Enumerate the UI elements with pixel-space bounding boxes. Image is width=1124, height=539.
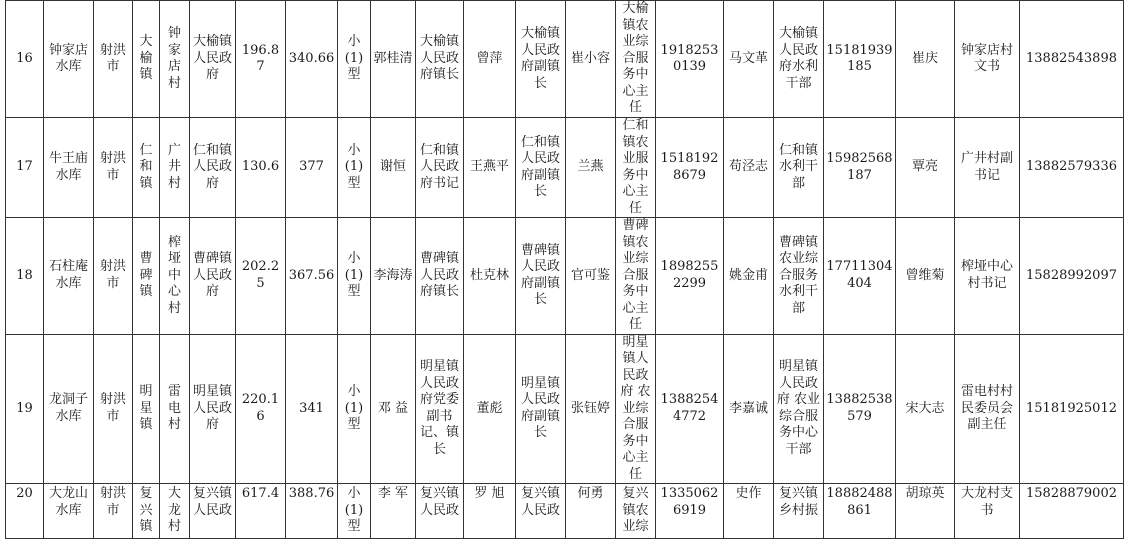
- table-row: [6, 334, 1124, 484]
- cell-numeric-value-b: 367.56: [286, 218, 338, 335]
- cell-reservoir-name: 石柱庵水库: [44, 218, 94, 335]
- cell-inspector-title: 大榆镇人民政府水利干部: [774, 1, 824, 118]
- cell-county: 射洪市: [94, 118, 133, 218]
- cell-admin-unit: 仁和镇人民政府: [190, 118, 236, 218]
- reservoir-responsibility-table: [5, 0, 1124, 539]
- cell-supervisor-title: 复兴镇农业综: [616, 484, 656, 539]
- cell-reservoir-name: 大龙山水库: [44, 484, 94, 539]
- cell-numeric-value-a: 220.16: [236, 334, 286, 484]
- cell-supervisor-phone: 19182530139: [656, 1, 724, 118]
- cell-inspector-phone: 13882538579: [824, 334, 896, 484]
- cell-patrol-title: 钟家店村文书: [955, 1, 1020, 118]
- table-row: [6, 118, 1124, 218]
- cell-reservoir-scale: 小(1)型: [338, 334, 371, 484]
- cell-numeric-value-b: 388.76: [286, 484, 338, 539]
- table-row: [6, 218, 1124, 335]
- cell-village: 大龙村: [160, 484, 190, 539]
- cell-numeric-value-b: 340.66: [286, 1, 338, 118]
- cell-county: 射洪市: [94, 1, 133, 118]
- cell-numeric-value-b: 377: [286, 118, 338, 218]
- cell-inspector-title: 曹碑镇农业综合服务水利干部: [774, 218, 824, 335]
- cell-inspector-name: 马文革: [724, 1, 774, 118]
- cell-supervisor-phone: 18982552299: [656, 218, 724, 335]
- cell-tech-responsible-title: 大榆镇人民政府副镇长: [516, 1, 566, 118]
- cell-numeric-value-a: 130.6: [236, 118, 286, 218]
- cell-inspector-name: 姚金甫: [724, 218, 774, 335]
- cell-supervisor-phone: 13350626919: [656, 484, 724, 539]
- cell-patrol-phone: 15828879002: [1020, 484, 1124, 539]
- cell-town: 曹碑镇: [133, 218, 160, 335]
- cell-supervisor-title: 明星镇人民政府 农业综合服务中心主任: [616, 334, 656, 484]
- cell-tech-responsible-title: 明星镇人民政府副镇长: [516, 334, 566, 484]
- cell-tech-responsible-name: 王燕平: [464, 118, 516, 218]
- cell-tech-responsible-name: 董彪: [464, 334, 516, 484]
- cell-tech-responsible-title: 曹碑镇人民政府副镇长: [516, 218, 566, 335]
- cell-patrol-name: 胡琼英: [896, 484, 955, 539]
- cell-tech-responsible-name: 罗 旭: [464, 484, 516, 539]
- cell-row-number: 20: [6, 484, 44, 539]
- cell-numeric-value-b: 341: [286, 334, 338, 484]
- cell-patrol-title: 大龙村支书: [955, 484, 1020, 539]
- cell-patrol-phone: 13882543898: [1020, 1, 1124, 118]
- cell-supervisor-name: 张钰婷: [566, 334, 616, 484]
- cell-row-number: 16: [6, 1, 44, 118]
- cell-row-number: 19: [6, 334, 44, 484]
- cell-numeric-value-a: 617.4: [236, 484, 286, 539]
- cell-inspector-phone: 17711304404: [824, 218, 896, 335]
- cell-reservoir-scale: 小(1)型: [338, 1, 371, 118]
- cell-admin-unit: 曹碑镇人民政府: [190, 218, 236, 335]
- cell-admin-unit: 大榆镇人民政府: [190, 1, 236, 118]
- cell-supervisor-name: 崔小容: [566, 1, 616, 118]
- cell-admin-responsible-title: 仁和镇人民政府书记: [416, 118, 464, 218]
- cell-village: 榨垭中心村: [160, 218, 190, 335]
- cell-supervisor-title: 大榆镇农业综合服务中心主任: [616, 1, 656, 118]
- cell-supervisor-name: 兰燕: [566, 118, 616, 218]
- cell-admin-responsible-name: 邓 益: [371, 334, 416, 484]
- cell-patrol-title: 榨垭中心村书记: [955, 218, 1020, 335]
- cell-supervisor-name: 何勇: [566, 484, 616, 539]
- cell-patrol-title: 广井村副书记: [955, 118, 1020, 218]
- cell-patrol-phone: 15828992097: [1020, 218, 1124, 335]
- cell-admin-responsible-name: 谢恒: [371, 118, 416, 218]
- cell-tech-responsible-name: 曾萍: [464, 1, 516, 118]
- cell-village: 钟家店村: [160, 1, 190, 118]
- cell-patrol-phone: 13882579336: [1020, 118, 1124, 218]
- cell-inspector-title: 仁和镇水利干部: [774, 118, 824, 218]
- cell-admin-responsible-name: 李 军: [371, 484, 416, 539]
- cell-county: 射洪市: [94, 484, 133, 539]
- table-row: [6, 484, 1124, 539]
- cell-supervisor-name: 官可鉴: [566, 218, 616, 335]
- cell-inspector-name: 苟泾志: [724, 118, 774, 218]
- cell-supervisor-title: 仁和镇农业服务中心主任: [616, 118, 656, 218]
- cell-town: 大榆镇: [133, 1, 160, 118]
- cell-county: 射洪市: [94, 334, 133, 484]
- cell-patrol-name: 崔庆: [896, 1, 955, 118]
- cell-supervisor-phone: 15181928679: [656, 118, 724, 218]
- cell-tech-responsible-name: 杜克林: [464, 218, 516, 335]
- cell-admin-responsible-name: 郭桂清: [371, 1, 416, 118]
- cell-patrol-name: 曾维菊: [896, 218, 955, 335]
- cell-inspector-name: 李嘉诚: [724, 334, 774, 484]
- cell-admin-unit: 复兴镇人民政: [190, 484, 236, 539]
- cell-numeric-value-a: 202.25: [236, 218, 286, 335]
- cell-numeric-value-a: 196.87: [236, 1, 286, 118]
- cell-town: 明星镇: [133, 334, 160, 484]
- cell-tech-responsible-title: 仁和镇人民政府副镇长: [516, 118, 566, 218]
- cell-supervisor-phone: 13882544772: [656, 334, 724, 484]
- cell-patrol-name: 宋大志: [896, 334, 955, 484]
- cell-town: 仁和镇: [133, 118, 160, 218]
- cell-patrol-name: 覃亮: [896, 118, 955, 218]
- cell-inspector-phone: 15181939185: [824, 1, 896, 118]
- table-row: [6, 1, 1124, 118]
- cell-village: 雷电村: [160, 334, 190, 484]
- cell-inspector-title: 明星镇人民政府 农业综合服务中心干部: [774, 334, 824, 484]
- cell-inspector-phone: 18882488861: [824, 484, 896, 539]
- cell-town: 复兴镇: [133, 484, 160, 539]
- cell-village: 广井村: [160, 118, 190, 218]
- cell-reservoir-name: 龙洞子水库: [44, 334, 94, 484]
- cell-reservoir-name: 牛王庙水库: [44, 118, 94, 218]
- cell-admin-responsible-title: 明星镇人民政府党委副书记、镇长: [416, 334, 464, 484]
- cell-reservoir-scale: 小(1)型: [338, 118, 371, 218]
- cell-inspector-name: 史作: [724, 484, 774, 539]
- cell-reservoir-name: 钟家店水库: [44, 1, 94, 118]
- cell-admin-responsible-title: 曹碑镇人民政府镇长: [416, 218, 464, 335]
- cell-patrol-phone: 15181925012: [1020, 334, 1124, 484]
- cell-reservoir-scale: 小(1)型: [338, 218, 371, 335]
- cell-admin-responsible-name: 李海涛: [371, 218, 416, 335]
- cell-row-number: 17: [6, 118, 44, 218]
- cell-tech-responsible-title: 复兴镇人民政: [516, 484, 566, 539]
- cell-admin-responsible-title: 大榆镇人民政府镇长: [416, 1, 464, 118]
- cell-admin-unit: 明星镇人民政府: [190, 334, 236, 484]
- cell-patrol-title: 雷电村村民委员会副主任: [955, 334, 1020, 484]
- cell-county: 射洪市: [94, 218, 133, 335]
- cell-reservoir-scale: 小(1)型: [338, 484, 371, 539]
- cell-inspector-phone: 15982568187: [824, 118, 896, 218]
- cell-supervisor-title: 曹碑镇农业综合服务中心主任: [616, 218, 656, 335]
- cell-admin-responsible-title: 复兴镇人民政: [416, 484, 464, 539]
- cell-row-number: 18: [6, 218, 44, 335]
- cell-inspector-title: 复兴镇乡村振: [774, 484, 824, 539]
